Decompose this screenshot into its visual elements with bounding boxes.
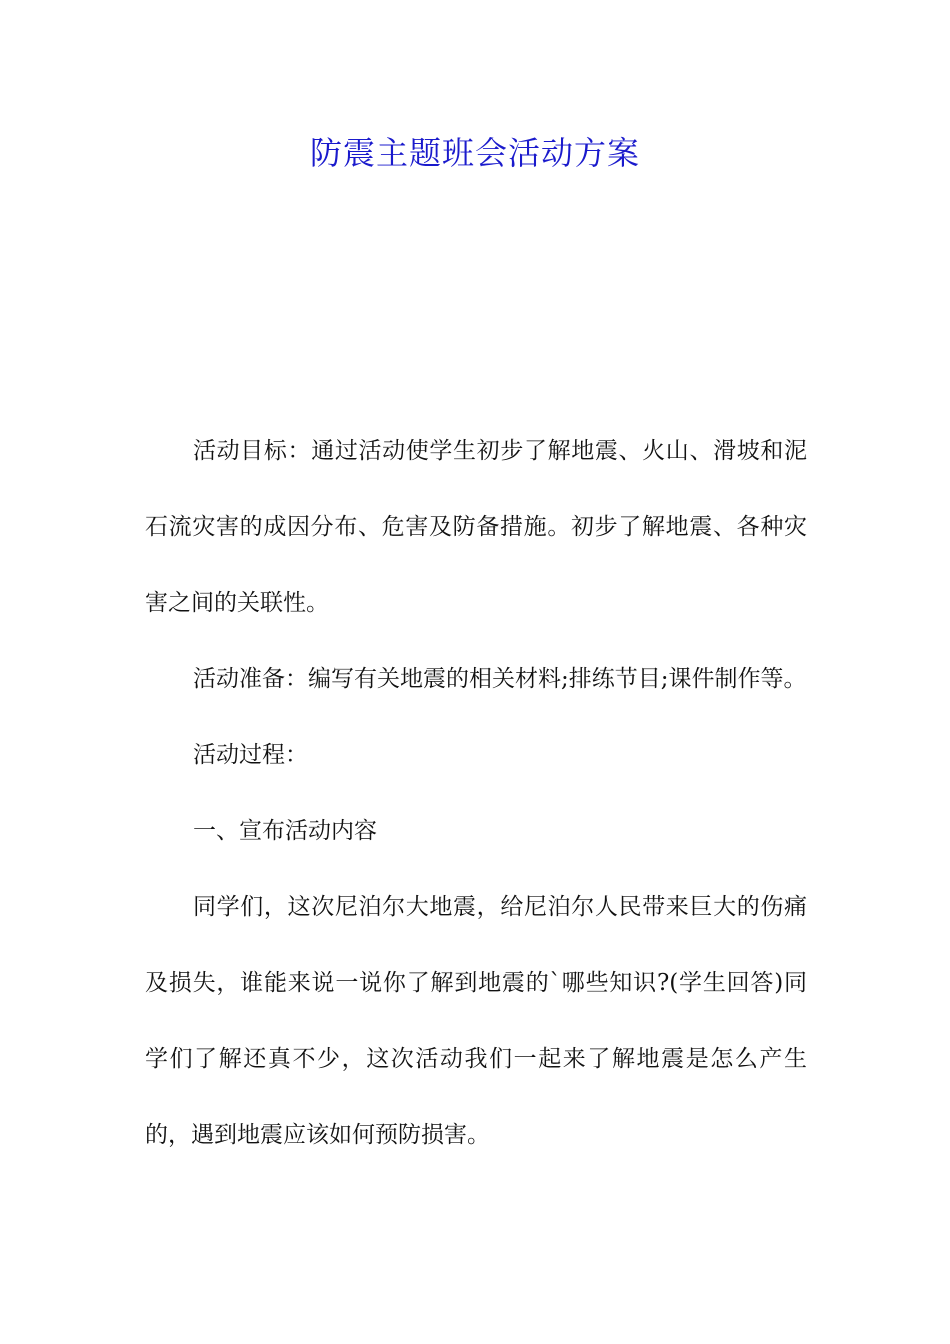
paragraph-introduction: 同学们，这次尼泊尔大地震，给尼泊尔人民带来巨大的伤痛及损失，谁能来说一说你了解到地震的`哪些知识?(学生回答)同学们了解还真不少，这次活动我们一起来了解地震是怎么产生的，遇到地震应该如何预防损害。 [145,894,807,1148]
paragraph-process-heading: 活动过程： [193,742,308,768]
document-title: 防震主题班会活动方案 [309,134,640,172]
paragraph-section-one-heading: 一、宣布活动内容 [193,818,377,844]
paragraph-goal: 活动目标：通过活动使学生初步了解地震、火山、滑坡和泥石流灾害的成因分布、危害及防备措施。初步了解地震、各种灾害之间的关联性。 [145,438,807,616]
document-body [145,413,807,1173]
paragraph-preparation: 活动准备：编写有关地震的相关材料;排练节目;课件制作等。 [193,666,807,692]
